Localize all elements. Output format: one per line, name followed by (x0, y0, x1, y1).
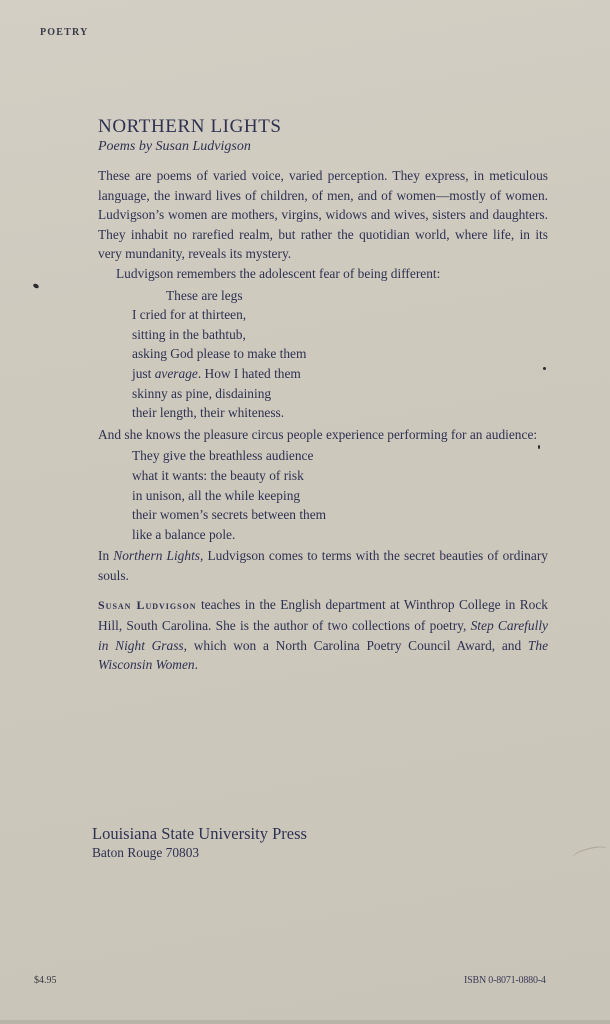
book-title: NORTHERN LIGHTS (98, 116, 282, 137)
blurb-lead-in-2: And she knows the pleasure circus people experience performing for an audience: (98, 426, 538, 442)
poem-text: just (132, 365, 155, 381)
closing-book-title: Northern Lights (113, 548, 200, 564)
page-edge (0, 1020, 610, 1024)
poem-line: their length, their whiteness. (132, 405, 285, 421)
book-subtitle: Poems by Susan Ludvigson (98, 139, 251, 154)
poem-excerpt-2 (132, 446, 548, 544)
isbn-label: ISBN 0-8071-0880-4 (464, 975, 546, 986)
author-name: Susan Ludvigson (98, 598, 197, 613)
poem-line (132, 364, 548, 384)
poem-text: . How I hated them (197, 365, 301, 381)
poem-line: These are legs (166, 287, 243, 303)
bio-text: . (194, 657, 198, 673)
cover-copy (98, 116, 548, 675)
closing-text: In (98, 548, 114, 564)
poem-line: sitting in the bathtub, (132, 326, 246, 342)
blurb-intro: These are poems of varied voice, varied perception. They express, in meticulous language, the inward lives of children, of men, and of women—mostly of women. Ludvigson’s women are mothers, virgins, widows and wives, sisters and daughters. They inhabit no rarefied realm, but rather the quotidian world, where life, in its very mundanity, reveals its mystery. (98, 168, 548, 262)
poem-line: I cried for at thirteen, (132, 307, 247, 323)
bio-text: , which won a North Carolina Poetry Council Award, and (183, 637, 528, 653)
paper-speck (538, 445, 540, 449)
poem-line: They give the breathless audience (132, 448, 314, 464)
blurb-closing (98, 546, 548, 585)
publisher-block (92, 823, 307, 862)
paper-speck (32, 283, 39, 289)
bio-book-title: The Wisconsin Women (98, 637, 549, 673)
price-label: $4.95 (34, 975, 57, 986)
bio-text: teaches in the English department at Winthrop College in Rock Hill, South Carolina. She is the author of two collections of poetry, (98, 597, 549, 634)
poem-line: what it wants: the beauty of risk (132, 467, 304, 483)
poem-line: in unison, all the while keeping (132, 487, 301, 503)
bio-book-title: Step Carefully in Night Grass (98, 618, 548, 653)
publisher-name: Louisiana State University Press (92, 824, 307, 843)
poem-line: like a balance pole. (132, 526, 236, 542)
author-bio (98, 595, 548, 674)
paper-crease (571, 844, 609, 863)
paper-speck (543, 367, 546, 370)
category-label: POETRY (40, 27, 89, 38)
closing-text: , Ludvigson comes to terms with the secret beauties of ordinary souls. (98, 548, 548, 583)
poem-line: skinny as pine, disdaining (132, 385, 272, 401)
poem-line: their women’s secrets between them (132, 507, 327, 523)
poem-emphasis: average (154, 365, 198, 381)
blurb-lead-in-1: Ludvigson remembers the adolescent fear of being different: (116, 265, 441, 281)
poem-excerpt-1 (132, 286, 548, 423)
poem-line: asking God please to make them (132, 346, 307, 362)
publisher-city: Baton Rouge 70803 (92, 845, 200, 860)
